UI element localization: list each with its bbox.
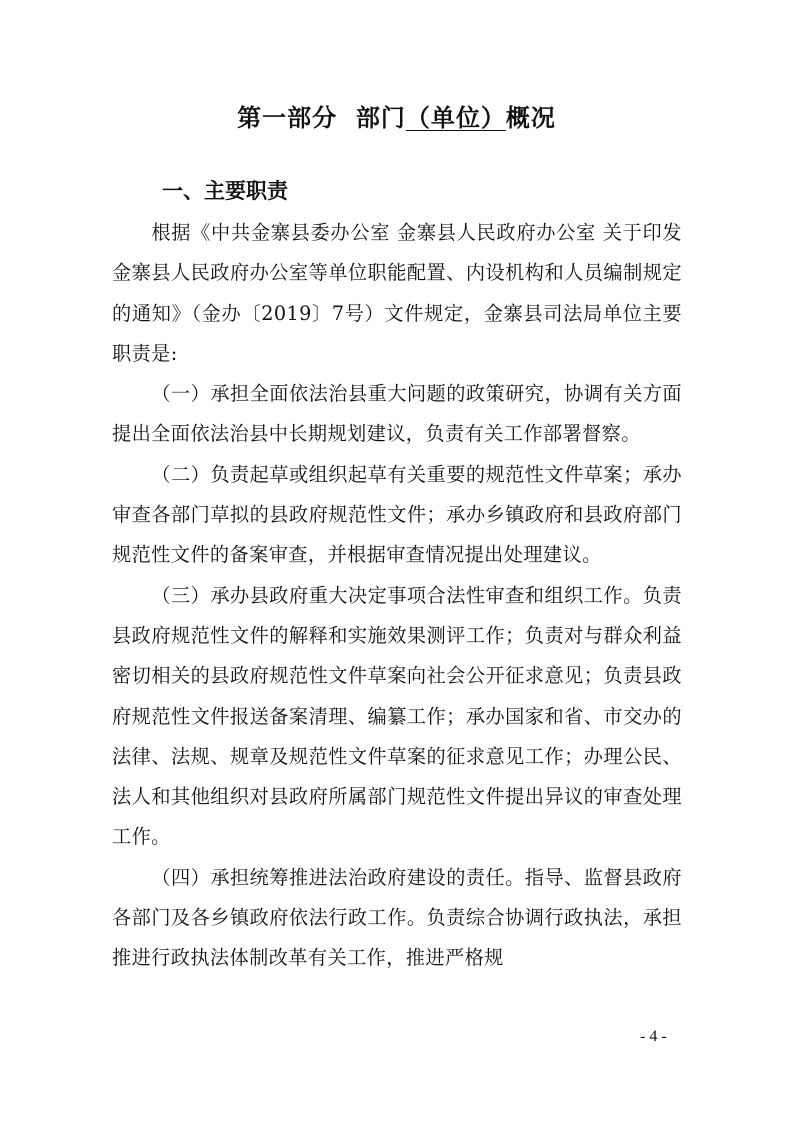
title-prefix: 部门 [355,104,406,132]
title-underlined: （单位） [405,104,506,132]
section-heading: 一、主要职责 [162,179,288,203]
title-suffix: 概况 [505,104,556,132]
paragraph-intro: 根据《中共金寨县委办公室 金寨县人民政府办公室 关于印发金寨县人民政府办公室等单位职能配置、内设机构和人员编制规定的通知》（金办〔2019〕7号）文件规定，金寨县司法局单位主要职责是: [112,221,682,365]
paragraph-duty-1: （一）承担全面依法治县重大问题的政策研究，协调有关方面提出全面依法治县中长期规划建议，负责有关工作部署督察。 [112,382,682,446]
paragraph-duty-4: （四）承担统筹推进法治政府建设的责任。指导、监督县政府各部门及各乡镇政府依法行政工作。负责综合协调行政执法，承担推进行政执法体制改革有关工作，推进严格规 [112,865,682,970]
page-title [0,100,793,136]
paragraph-duty-3: （三）承办县政府重大决定事项合法性审查和组织工作。负责县政府规范性文件的解释和实施效果测评工作；负责对与群众利益密切相关的县政府规范性文件草案向社会公开征求意见；负责县政府规范性文件报送备案清理、编纂工作；承办国家和省、市交办的法律、法规、规章及规范性文件草案的征求意见工作；办理公民、法人和其他组织对县政府所属部门规范性文件提出异议的审查处理工作。 [112,583,682,849]
paragraph-duty-2: （二）负责起草或组织起草有关重要的规范性文件草案；承办审查各部门草拟的县政府规范性文件；承办乡镇政府和县政府部门规范性文件的备案审查，并根据审查情况提出处理建议。 [112,462,682,567]
page-number: - 4 - [640,1028,667,1045]
title-part: 第一部分 [237,104,338,132]
body-text [112,213,682,979]
